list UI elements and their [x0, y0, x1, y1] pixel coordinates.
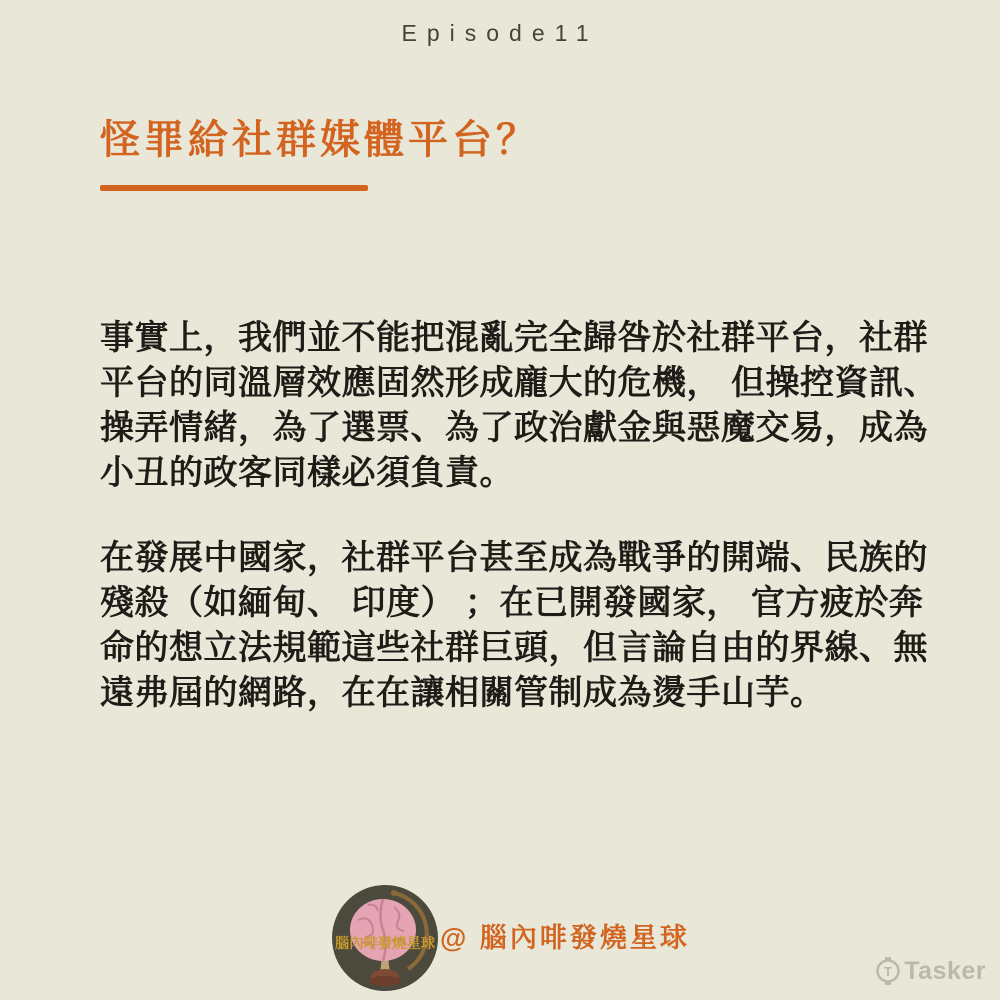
svg-text:T: T — [884, 964, 893, 979]
paragraph-2-line-4: 遠弗屆的網路，在在讓相關管制成為燙手山芋。 — [100, 674, 825, 712]
paragraph-1-line-2: 平台的同溫層效應固然形成龐大的危機， 但操控資訊、 — [100, 364, 938, 402]
brain-globe-icon — [332, 885, 438, 991]
paragraph-1-line-3: 操弄情緒，為了選票、為了政治獻金與惡魔交易，成為 — [100, 409, 928, 447]
paragraph-1-line-4: 小丑的政客同樣必須負責。 — [100, 454, 514, 492]
episode-label: Episode11 — [401, 20, 599, 46]
watermark-brand-text: Tasker — [904, 956, 986, 985]
tasker-watermark — [874, 956, 986, 986]
stopwatch-t-icon — [874, 956, 902, 986]
paragraph-1 — [100, 316, 938, 496]
paragraph-2-line-3: 命的想立法規範這些社群巨頭，但言論自由的界線、無 — [100, 629, 928, 667]
paragraph-1-line-1: 事實上，我們並不能把混亂完全歸咎於社群平台，社群 — [100, 319, 928, 357]
paragraph-2 — [100, 536, 930, 716]
paragraph-2-line-2: 殘殺（如緬甸、 印度） ；在已開發國家， 官方疲於奔 — [100, 584, 924, 622]
brain-globe-logo — [332, 885, 438, 991]
page-title: 怪罪給社群媒體平台？ — [100, 118, 540, 162]
paragraph-2-line-1: 在發展中國家，社群平台甚至成為戰爭的開端、民族的 — [100, 539, 928, 577]
logo-badge-text: 腦內啡發燒星球 — [335, 935, 435, 951]
title-underline — [100, 185, 368, 191]
account-handle: @ 腦內啡發燒星球 — [440, 923, 690, 953]
